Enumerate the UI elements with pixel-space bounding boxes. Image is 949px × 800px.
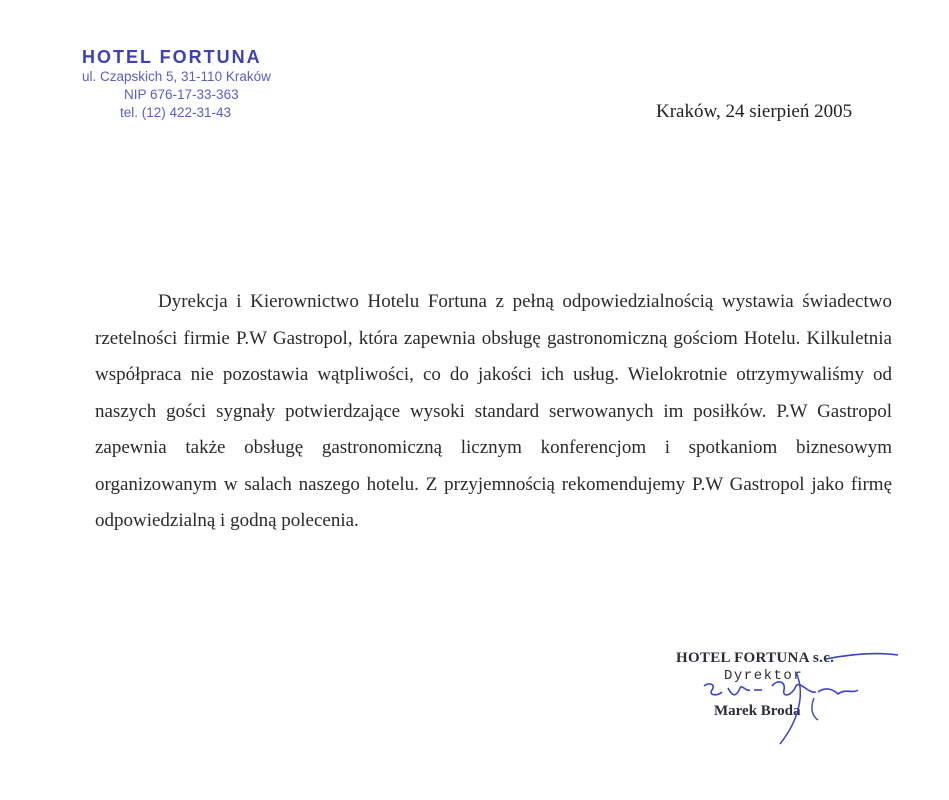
letterhead-stamp [82, 46, 322, 122]
hotel-phone: tel. (12) 422-31-43 [120, 105, 232, 120]
hotel-address: ul. Czapskich 5, 31-110 Kraków [82, 69, 271, 84]
signature-title: Dyrektor [724, 668, 804, 684]
letter-body: Dyrekcja i Kierownictwo Hotelu Fortuna z pełną odpowiedzialnością wystawia świadectwo rzetelności firmie P.W Gastropol, która zapewnia obsługę gastronomiczną gościom Hotelu. Kilkuletnia współpraca nie pozostawia wątpliwości, co do jakości ich usług. Wielokrotnie otrzymywaliśmy od naszych gości sygnały potwierdzające wysoki standard serwowanych im posiłków. P.W Gastropol zapewnia także obsługę gastronomiczną licznym konferencjom i spotkaniom biznesowym organizowanym w salach naszego hotelu. Z przyjemnością rekomendujemy P.W Gastropol jako firmę odpowiedzialną i godną polecenia. [95, 291, 892, 531]
hotel-name: HOTEL FORTUNA [82, 47, 262, 67]
hotel-nip: NIP 676-17-33-363 [124, 87, 239, 102]
signature-block [676, 650, 916, 750]
signature-company: HOTEL FORTUNA s.c. [676, 650, 835, 666]
date-line: Kraków, 24 sierpień 2005 [656, 101, 853, 122]
signature-person: Marek Broda [714, 703, 801, 719]
